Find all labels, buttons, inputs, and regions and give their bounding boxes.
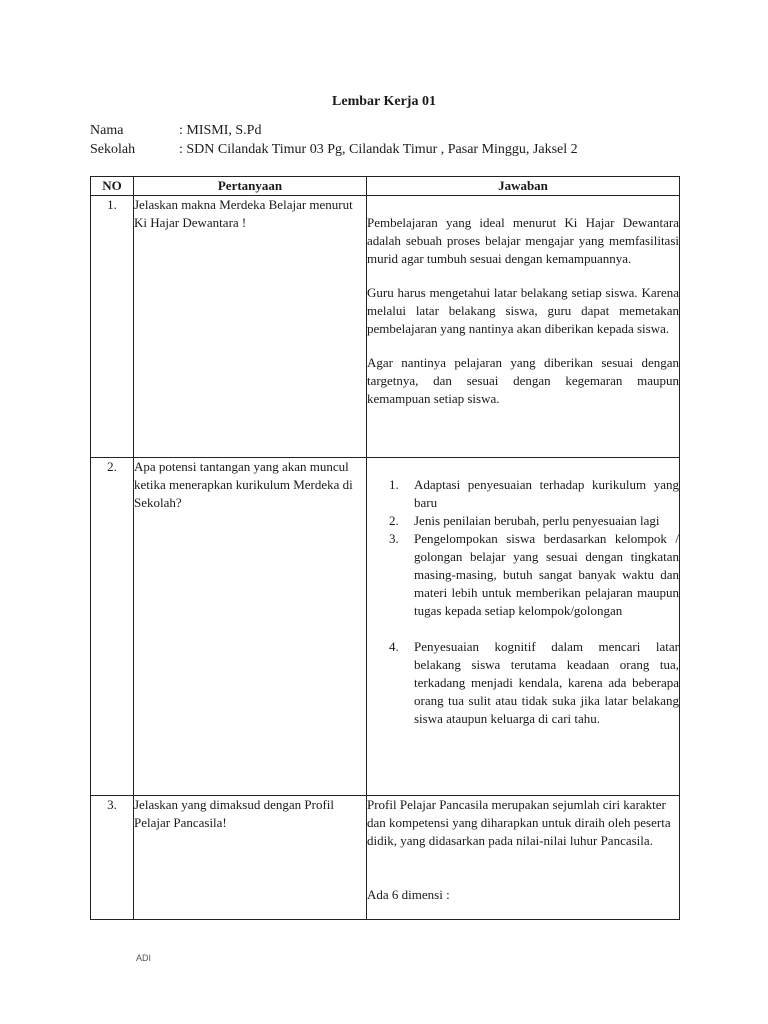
- table-row: [91, 196, 680, 458]
- header-no: NO: [91, 177, 134, 196]
- name-value: : MISMI, S.Pd: [179, 123, 262, 138]
- list-item: [367, 512, 679, 530]
- row-number: 3.: [91, 796, 134, 920]
- answer-cell: [367, 196, 680, 458]
- school-field: [90, 142, 578, 158]
- header-question: Pertanyaan: [134, 177, 367, 196]
- list-text: Penyesuaian kognitif dalam mencari latar belakang siswa terutama keadaan orang tua, terkadang menjadi kendala, karena ada beberapa orang tua sulit atau tidak suka jika latar belakang siswa ataupun keluarga di cari tahu.: [414, 639, 679, 726]
- table-row: [91, 796, 680, 920]
- table-header-row: [91, 177, 680, 196]
- page-title: Lembar Kerja 01: [332, 94, 436, 109]
- answer-paragraph: Agar nantinya pelajaran yang diberikan sesuai dengan targetnya, dan sesuai dengan kegemaran maupun kemampuan setiap siswa.: [367, 355, 679, 406]
- list-text: Jenis penilaian berubah, perlu penyesuaian lagi: [414, 513, 660, 528]
- list-number: 2.: [389, 513, 399, 528]
- list-text: Pengelompokan siswa berdasarkan kelompok / golongan belajar yang sesuai dengan tingkatan masing-masing, butuh sangat banyak waktu dan materi lebih untuk memberikan pelajaran maupun tugas kepada setiap kelompok/golongan: [414, 531, 679, 618]
- row-number: 2.: [91, 458, 134, 796]
- answer-paragraph: Guru harus mengetahui latar belakang setiap siswa. Karena melalui latar belakang siswa, guru dapat memetakan pembelajaran yang nantinya akan diberikan kepada siswa.: [367, 285, 679, 336]
- question-cell: Jelaskan yang dimaksud dengan Profil Pelajar Pancasila!: [134, 796, 367, 920]
- challenge-list: [367, 476, 679, 728]
- worksheet-table: [90, 176, 680, 920]
- school-value: : SDN Cilandak Timur 03 Pg, Cilandak Timur , Pasar Minggu, Jaksel 2: [179, 142, 578, 157]
- name-label: Nama: [90, 123, 124, 138]
- answer-paragraph: Profil Pelajar Pancasila merupakan sejumlah ciri karakter dan kompetensi yang diharapkan untuk diraih oleh peserta didik, yang didasarkan pada nilai-nilai luhur Pancasila.: [367, 797, 671, 848]
- footer-text: ADI: [136, 953, 152, 963]
- question-cell: Jelaskan makna Merdeka Belajar menurut Ki Hajar Dewantara !: [134, 196, 367, 458]
- answer-cell: [367, 796, 680, 920]
- list-text: Adaptasi penyesuaian terhadap kurikulum yang baru: [414, 477, 679, 510]
- answer-paragraph: Pembelajaran yang ideal menurut Ki Hajar Dewantara adalah sebuah proses belajar mengajar yang memfasilitasi murid agar tumbuh sesuai dengan kemampuannya.: [367, 215, 679, 266]
- list-item: [367, 638, 679, 728]
- school-label: Sekolah: [90, 142, 136, 157]
- list-number: 3.: [389, 531, 399, 546]
- list-number: 4.: [389, 639, 399, 654]
- answer-paragraph: Ada 6 dimensi :: [367, 887, 450, 902]
- question-cell: Apa potensi tantangan yang akan muncul ketika menerapkan kurikulum Merdeka di Sekolah?: [134, 458, 367, 796]
- answer-cell: [367, 458, 680, 796]
- name-field: [90, 123, 261, 139]
- list-item: [367, 530, 679, 620]
- header-answer: Jawaban: [367, 177, 680, 196]
- row-number: 1.: [91, 196, 134, 458]
- list-item: [367, 476, 679, 512]
- table-row: [91, 458, 680, 796]
- list-number: 1.: [389, 477, 399, 492]
